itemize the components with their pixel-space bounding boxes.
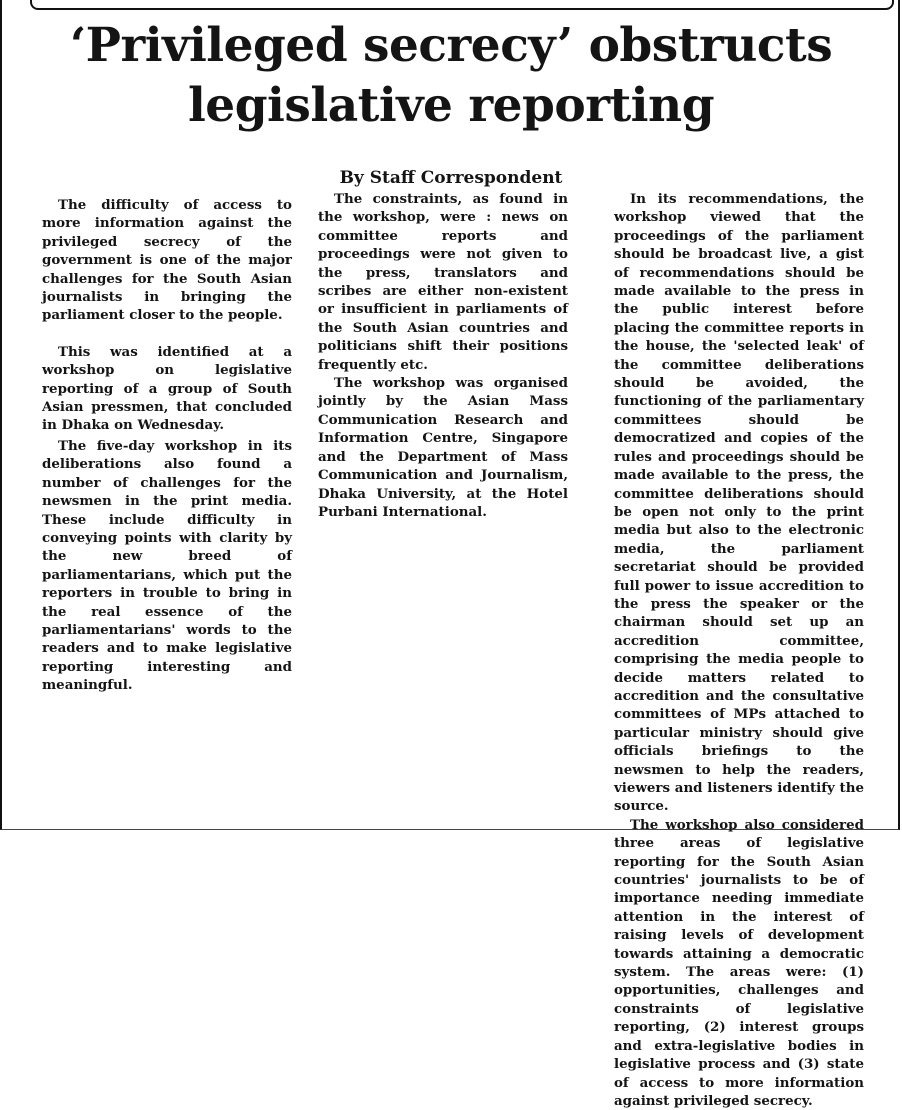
paragraph-1: The difficulty of access to more information against the privileged secrecy of the government is one of the major challenges for the South Asian journalists in bringing the parliament closer to the people.: [42, 197, 292, 324]
paragraph-2: This was identified at a workshop on legislative reporting of a group of South Asian pressmen, that concluded in Dhaka on Wednesday.: [42, 343, 292, 434]
column-3: [614, 190, 864, 1110]
headline-line-2: legislative reporting: [187, 78, 715, 133]
paragraph-6: In its recommendations, the workshop viewed that the proceedings of the parliament should be broadcast live, a gist of recommendations should be made available to the press in the public interest before placing the committee reports in the house, the 'selected leak' of the committee deliberations should be avoided, the functioning of the parliamentary committees should be democratized and copies of the rules and proceedings should be made available to the press, the committee deliberations should be open not only to the print media but also to the electronic media, the parliament secretariat should be provided full power to issue accredition to the press the speaker or the chairman should set up an accredition committee, comprising the media people to decide matters related to accredition and the consultative committees of MPs attached to particular ministry should give officials briefings to the newsmen to help the readers, viewers and listeners identify the source.: [614, 191, 864, 815]
column-2: [318, 190, 568, 521]
column-1: [42, 196, 292, 695]
paragraph-5: The workshop was organised jointly by the Asian Mass Communication Research and Information Centre, Singapore and the Department of Mass Communication and Journalism, Dhaka University, at the Hotel Purbani International.: [318, 375, 568, 520]
headline: [0, 16, 902, 136]
paragraph-3: The five-day workshop in its deliberations also found a number of challenges for the newsmen in the print media. These include difficulty in conveying points with clarity by the new breed of parliamentarians, which put the reporters in trouble to bring in the real essence of the parliamentarians' words to the readers and to make legislative reporting interesting and meaningful.: [42, 437, 292, 694]
paragraph-7: The workshop also considered three areas of legislative reporting for the South Asian countries' journalists to be of importance needing immediate attention in the interest of raising levels of development towards attaining a democratic system. The areas were: (1) opportunities, challenges and constraints of legislative reporting, (2) interest groups and extra-legislative bodies in legislative process and (3) state of access to more information against privileged secrecy.: [614, 816, 864, 1109]
headline-line-1: ‘Privileged secrecy’ obstructs: [69, 18, 833, 73]
byline: By Staff Correspondent: [339, 168, 563, 188]
paragraph-4: The constraints, as found in the workshop, were : news on committee reports and proceedings were not given to the press, translators and scribes are either non-existent or insufficient in parliaments of the South Asian countries and politicians shift their positions frequently etc.: [318, 191, 568, 373]
